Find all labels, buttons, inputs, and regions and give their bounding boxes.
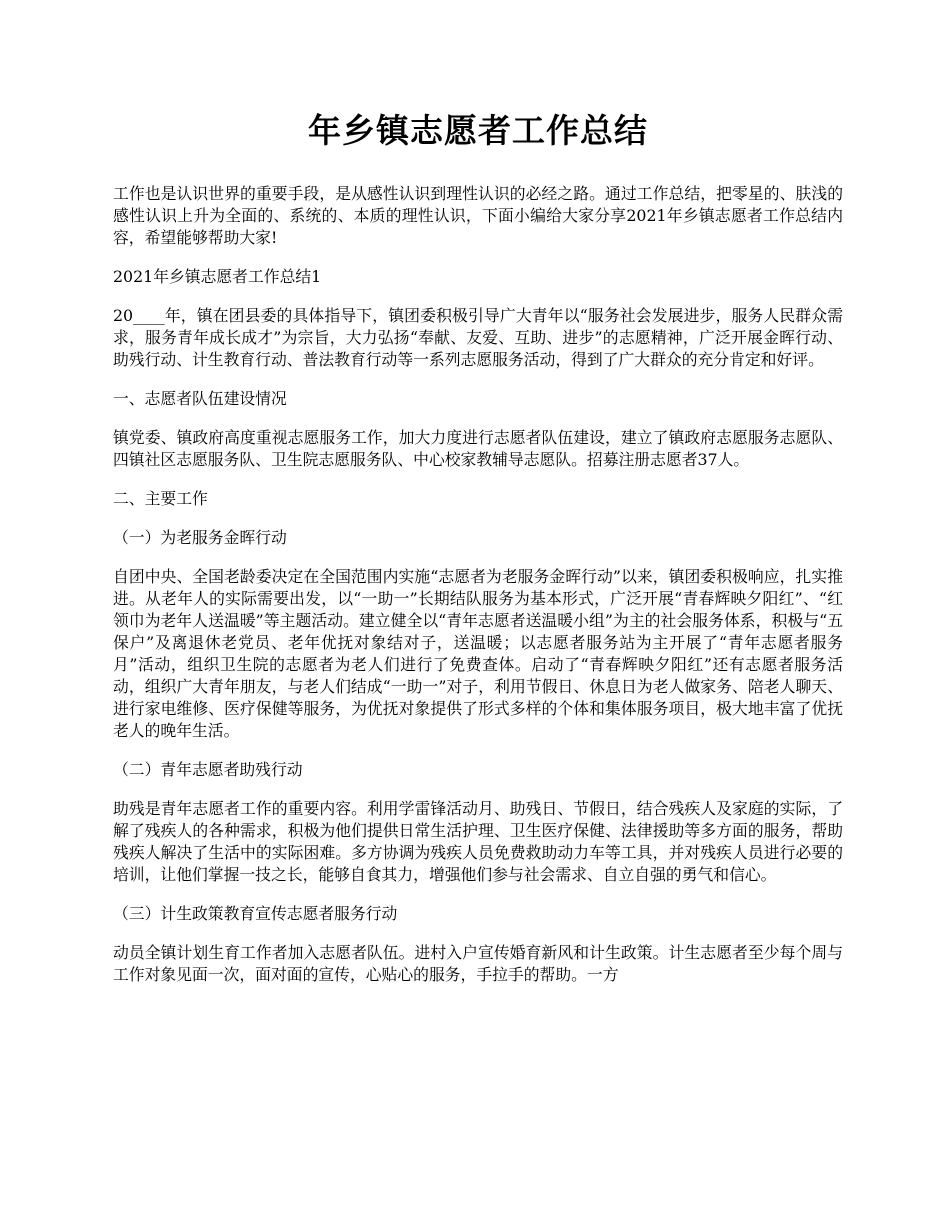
document-page (113, 110, 843, 1003)
body-paragraph: 自团中央、全国老龄委决定在全国范围内实施“志愿者为老服务金晖行动”以来，镇团委积极响应，扎实推进。从老年人的实际需要出发，以“一助一”长期结队服务为基本形式，广泛开展“青春辉映夕阳红”、“红领巾为老年人送温暖”等主题活动。建立健全以“青年志愿者送温暖小组”为主的社会服务体系，积极与“五保户”及离退休老党员、老年优抚对象结对子，送温暖；以志愿者服务站为主开展了“青年志愿者服务月”活动，组织卫生院的志愿者为老人们进行了免费查体。启动了“青春辉映夕阳红”还有志愿者服务活动，组织广大青年朋友，与老人们结成“一助一”对子，利用节假日、休息日为老人做家务、陪老人聊天、进行家电维修、医疗保健等服务，为优抚对象提供了形式多样的个体和集体服务项目，极大地丰富了优抚老人的晚年生活。 (113, 566, 843, 740)
body-paragraph: 动员全镇计划生育工作者加入志愿者队伍。进村入户宣传婚育新风和计生政策。计生志愿者至少每个周与工作对象见面一次，面对面的宣传，心贴心的服务，手拉手的帮助。一方 (113, 942, 843, 984)
section-heading: 二、主要工作 (113, 488, 208, 508)
subsection-heading: （三）计生政策教育宣传志愿者服务行动 (113, 903, 398, 923)
section-heading: 2021年乡镇志愿者工作总结1 (113, 266, 322, 286)
subsection-heading: （一）为老服务金晖行动 (113, 527, 287, 547)
subsection-heading: （二）青年志愿者助残行动 (113, 759, 303, 779)
document-title: 年乡镇志愿者工作总结 (308, 111, 648, 150)
body-paragraph: 20____年，镇在团县委的具体指导下，镇团委积极引导广大青年以“服务社会发展进步，服务人民群众需求，服务青年成长成才”为宗旨，大力弘扬“奉献、友爱、互助、进步”的志愿精神，广泛开展金晖行动、助残行动、计生教育行动、普法教育行动等一系列志愿服务活动，得到了广大群众的充分肯定和好评。 (113, 305, 843, 369)
body-paragraph: 助残是青年志愿者工作的重要内容。利用学雷锋活动月、助残日、节假日，结合残疾人及家庭的实际，了解了残疾人的各种需求，积极为他们提供日常生活护理、卫生医疗保健、法律援助等多方面的服务，帮助残疾人解决了生活中的实际困难。多方协调为残疾人员免费救助动力车等工具，并对残疾人员进行必要的培训，让他们掌握一技之长，能够自食其力，增强他们参与社会需求、自立自强的勇气和信心。 (113, 798, 843, 884)
intro-paragraph: 工作也是认识世界的重要手段，是从感性认识到理性认识的必经之路。通过工作总结，把零星的、肤浅的感性认识上升为全面的、系统的、本质的理性认识，下面小编给大家分享2021年乡镇志愿者工作总结内容，希望能够帮助大家! (113, 183, 843, 247)
body-paragraph: 镇党委、镇政府高度重视志愿服务工作，加大力度进行志愿者队伍建设，建立了镇政府志愿服务志愿队、四镇社区志愿服务队、卫生院志愿服务队、中心校家教辅导志愿队。招募注册志愿者37人。 (113, 427, 843, 469)
section-heading: 一、志愿者队伍建设情况 (113, 388, 287, 408)
